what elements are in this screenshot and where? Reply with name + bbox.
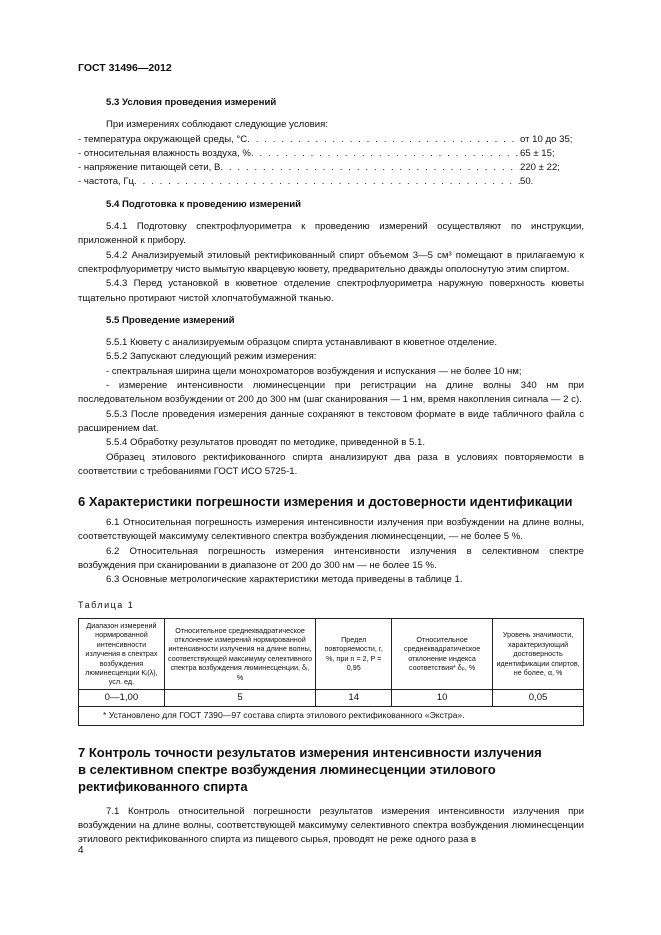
leader-dots: [134, 175, 520, 189]
paragraph: 5.5.2 Запускают следующий режим измерения:: [106, 351, 317, 363]
table-cell: 14: [316, 689, 392, 706]
paragraph: 6.2 Относительная погрешность измерения интенсивности излучения в селективном спектре возбуждения при сканировании в диапазоне от 200 до 300 нм — не более 15 %.: [78, 545, 584, 572]
table-footnote-row: [79, 706, 584, 725]
paragraph: 5.4.1 Подготовку спектрофлуориметра к проведению измерений осуществляют по инструкции, приложенной к прибору.: [78, 221, 584, 247]
section-5-5-title: 5.5 Проведение измерений: [106, 314, 235, 326]
section-7-title-line: в селективном спектре возбуждения люминесценции этилового: [78, 761, 496, 777]
section-6-title: 6 Характеристики погрешности измерения и достоверности идентификации: [78, 494, 573, 510]
leader-dots: [220, 161, 520, 175]
page-number: 4: [78, 845, 84, 856]
condition-label: - напряжение питающей сети, В: [78, 162, 221, 174]
paragraph: 7.1 Контроль относительной погрешности результатов измерения интенсивности излучения при возбуждении на длине волны, соответствующей максимуму селективного спектра возбуждения люминесценции этилового ректификованного спирта из пищевого сырья, проводят не реже одного раза в: [78, 805, 584, 846]
table-header-row: [79, 618, 584, 689]
paragraph: 6.1 Относительная погрешность измерения интенсивности излучения при возбуждении на длине волны, соответствующей максимуму селективного спектра возбуждения люминесценции, — не более 5 %.: [78, 517, 584, 543]
paragraph: 5.5.1 Кювету с анализируемым образцом спирта устанавливают в кюветное отделение.: [106, 337, 497, 349]
paragraph: Образец этилового ректификованного спирта анализируют два раза в условиях повторяемости в соответствии с требованиями ГОСТ ИСО 5725-1.: [78, 451, 584, 477]
table-footnote: * Установлено для ГОСТ 7390—97 состава спирта этилового ректификованного «Экстра».: [79, 706, 584, 725]
condition-value: 65 ± 15;: [520, 147, 555, 159]
metrology-table: [78, 618, 584, 726]
paragraph: 5.5.4 Обработку результатов проводят по методике, приведенной в 5.1.: [106, 437, 426, 449]
table-header-cell: Уровень значимости, характеризующий достоверность идентификации спиртов, не более, α, %: [493, 618, 584, 689]
paragraph: - спектральная ширина щели монохроматоров возбуждения и испускания — не более 10 нм;: [106, 365, 522, 377]
table-cell: 0,05: [493, 689, 584, 706]
table-cell: 10: [392, 689, 493, 706]
condition-label: - температура окружающей среды, °С: [78, 133, 248, 145]
condition-row: [78, 175, 584, 189]
page-content: [78, 96, 584, 848]
table-header-cell: Относительное среднеквадратическое отклонение измерений нормированной интенсивности излучения на длине волны, соответствующей максимуму селективного спектра возбуждения люминесценции, δᵣ, %: [164, 618, 316, 689]
table-header-cell: Диапазон измерений нормированной интенсивности излучения в спектрах возбуждения люминесценции Kᵢ(λ), усл. ед.: [79, 618, 165, 689]
table-header-cell: Относительное среднеквадратическое отклонение индекса соответствия* δₚ, %: [392, 618, 493, 689]
conditions-intro: При измерениях соблюдают следующие условия:: [106, 119, 329, 131]
condition-row: [78, 161, 584, 175]
leader-dots: [251, 147, 520, 161]
condition-row: [78, 133, 584, 147]
leader-dots: [247, 133, 520, 147]
condition-label: - частота, Гц: [78, 176, 135, 188]
paragraph: 5.5.3 После проведения измерения данные сохраняют в текстовом формате в виде табличного файла с расширением dat.: [78, 408, 584, 434]
condition-value: 50.: [520, 176, 534, 188]
paragraph: - измерение интенсивности люминесценции при регистрации на длине волны 340 нм при последовательном возбуждении от 200 до 300 нм (шаг сканирования — 1 нм, время накопления сигнала — 2 с).: [78, 380, 584, 406]
condition-value: 220 ± 22;: [520, 162, 560, 174]
section-7-title-line: 7 Контроль точности результатов измерения интенсивности излучения: [78, 744, 542, 760]
condition-label: - относительная влажность воздуха, %: [78, 147, 251, 159]
paragraph: 5.4.2 Анализируемый этиловый ректификованный спирт объемом 3—5 см³ помещают в прилагаемую к спектрофлуориметру чисто вымытую кварцевую кювету, предварительно дважды ополоснутую этим спиртом.: [78, 249, 584, 275]
table-header-cell: Предел повторяемости, r, %, при n = 2, P = 0,95: [316, 618, 392, 689]
table-row: [79, 689, 584, 706]
section-7-title-line: ректификованного спирта: [78, 778, 248, 794]
condition-value: от 10 до 35;: [520, 133, 573, 145]
section-5-3-title: 5.3 Условия проведения измерений: [106, 97, 277, 108]
table-caption: Таблица 1: [78, 599, 135, 610]
paragraph: 6.3 Основные метрологические характеристики метода приведены в таблице 1.: [106, 574, 463, 586]
condition-row: [78, 147, 584, 161]
paragraph: 5.4.3 Перед установкой в кюветное отделение спектрофлуориметра наружную поверхность кюветы тщательно протирают чистой хлопчатобумажной тканью.: [78, 278, 584, 304]
standard-code-header: ГОСТ 31496—2012: [78, 62, 172, 74]
table-cell: 0—1,00: [79, 689, 165, 706]
section-5-4-title: 5.4 Подготовка к проведению измерений: [106, 198, 302, 210]
table-cell: 5: [164, 689, 316, 706]
